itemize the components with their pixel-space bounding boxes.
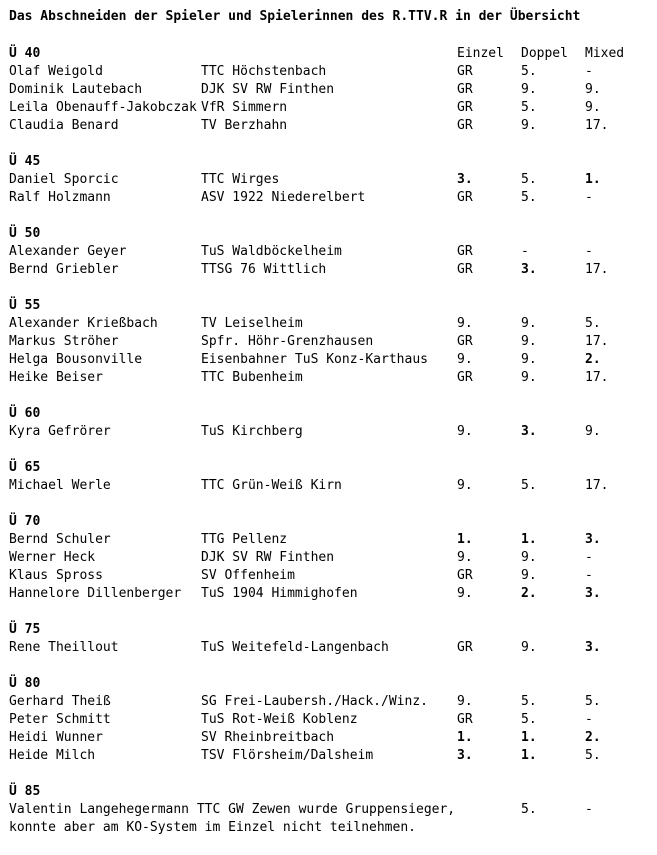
age-group-label: Ü 45: [9, 154, 41, 169]
player-name: Bernd Griebler: [9, 262, 119, 277]
result-doppel: 5.: [521, 100, 537, 115]
player-name: Ralf Holzmann: [9, 190, 111, 205]
player-name: Michael Werle: [9, 478, 111, 493]
result-mixed: 9.: [585, 100, 601, 115]
result-einzel: 9.: [457, 352, 473, 367]
player-name: Bernd Schuler: [9, 532, 111, 547]
age-group-header: [9, 297, 649, 315]
player-row: [9, 243, 649, 261]
result-einzel: 1.: [457, 730, 473, 745]
result-mixed: -: [585, 64, 593, 79]
result-mixed: -: [585, 568, 593, 583]
age-group-header: [9, 459, 649, 477]
player-name: Kyra Gefrörer: [9, 424, 111, 439]
player-club: TV Leiselheim: [201, 316, 303, 331]
age-group: [9, 153, 649, 207]
age-group: [9, 783, 649, 837]
player-club: TTG Pellenz: [201, 532, 288, 547]
player-club: TuS Kirchberg: [201, 424, 303, 439]
note-line-2: konnte aber am KO-System im Einzel nicht teilnehmen.: [9, 820, 416, 835]
result-doppel: 5.: [521, 172, 537, 187]
note-line-1: Valentin Langehegermann TTC GW Zewen wurde Gruppensieger,: [9, 802, 456, 817]
age-group: [9, 621, 649, 657]
result-einzel: GR: [457, 82, 473, 97]
age-group-header: [9, 513, 649, 531]
player-club: VfR Simmern: [201, 100, 288, 115]
player-name: Daniel Sporcic: [9, 172, 119, 187]
age-group-header: [9, 405, 649, 423]
player-name: Olaf Weigold: [9, 64, 103, 79]
age-group: [9, 297, 649, 387]
result-doppel: 9.: [521, 118, 537, 133]
result-einzel: GR: [457, 568, 473, 583]
result-doppel: 5.: [521, 802, 537, 817]
age-group-header: [9, 783, 649, 801]
result-mixed: -: [585, 550, 593, 565]
result-einzel: 9.: [457, 550, 473, 565]
player-club: DJK SV RW Finthen: [201, 550, 335, 565]
player-name: Markus Ströher: [9, 334, 119, 349]
result-mixed: 5.: [585, 316, 601, 331]
result-mixed: -: [585, 190, 593, 205]
player-row: [9, 81, 649, 99]
player-row: [9, 585, 649, 603]
result-mixed: 17.: [585, 262, 609, 277]
player-name: Claudia Benard: [9, 118, 119, 133]
result-mixed: 17.: [585, 334, 609, 349]
player-row: [9, 711, 649, 729]
player-name: Heike Beiser: [9, 370, 103, 385]
player-row: [9, 189, 649, 207]
result-doppel: 9.: [521, 316, 537, 331]
player-club: SV Rheinbreitbach: [201, 730, 335, 745]
player-row: [9, 747, 649, 765]
player-name: Leila Obenauff-Jakobczak: [9, 100, 197, 115]
player-club: TTC Höchstenbach: [201, 64, 327, 79]
player-club: TuS Rot-Weiß Koblenz: [201, 712, 358, 727]
result-mixed: 5.: [585, 748, 601, 763]
result-einzel: 9.: [457, 586, 473, 601]
player-row: [9, 333, 649, 351]
player-club: DJK SV RW Finthen: [201, 82, 335, 97]
player-name: Peter Schmitt: [9, 712, 111, 727]
player-club: TuS Waldböckelheim: [201, 244, 342, 259]
player-club: TuS 1904 Himmighofen: [201, 586, 358, 601]
player-club: SV Offenheim: [201, 568, 295, 583]
result-einzel: 9.: [457, 694, 473, 709]
result-mixed: 9.: [585, 424, 601, 439]
result-doppel: 3.: [521, 262, 537, 277]
result-mixed: 9.: [585, 82, 601, 97]
result-doppel: 5.: [521, 190, 537, 205]
result-doppel: 5.: [521, 64, 537, 79]
age-group-label: Ü 60: [9, 406, 41, 421]
player-club: SG Frei-Laubersh./Hack./Winz.: [201, 694, 428, 709]
player-row: [9, 477, 649, 495]
player-row: [9, 315, 649, 333]
result-doppel: 1.: [521, 730, 537, 745]
age-group-header: [9, 675, 649, 693]
age-groups: [9, 45, 649, 855]
result-mixed: 3.: [585, 532, 601, 547]
result-einzel: GR: [457, 100, 473, 115]
player-club: Eisenbahner TuS Konz-Karthaus: [201, 352, 428, 367]
result-einzel: 9.: [457, 478, 473, 493]
result-einzel: 3.: [457, 748, 473, 763]
player-row: [9, 63, 649, 81]
result-einzel: GR: [457, 334, 473, 349]
player-name: Rene Theillout: [9, 640, 119, 655]
player-name: Gerhard Theiß: [9, 694, 111, 709]
result-mixed: 17.: [585, 370, 609, 385]
age-group-header: [9, 153, 649, 171]
age-group: [9, 45, 649, 135]
result-einzel: GR: [457, 64, 473, 79]
result-mixed: -: [585, 244, 593, 259]
note-block: [9, 801, 649, 837]
result-doppel: 9.: [521, 640, 537, 655]
result-einzel: GR: [457, 244, 473, 259]
age-group-label: Ü 50: [9, 226, 41, 241]
result-einzel: GR: [457, 118, 473, 133]
age-group: [9, 459, 649, 495]
result-mixed: -: [585, 802, 593, 817]
player-row: [9, 729, 649, 747]
player-row: [9, 99, 649, 117]
player-name: Hannelore Dillenberger: [9, 586, 182, 601]
result-einzel: GR: [457, 640, 473, 655]
player-row: [9, 531, 649, 549]
player-club: TTSG 76 Wittlich: [201, 262, 327, 277]
player-name: Dominik Lautebach: [9, 82, 143, 97]
result-einzel: 3.: [457, 172, 473, 187]
player-club: TuS Weitefeld-Langenbach: [201, 640, 389, 655]
result-mixed: 3.: [585, 586, 601, 601]
player-row: [9, 639, 649, 657]
player-name: Werner Heck: [9, 550, 96, 565]
player-name: Helga Bousonville: [9, 352, 143, 367]
result-einzel: GR: [457, 712, 473, 727]
result-doppel: 1.: [521, 748, 537, 763]
player-name: Heidi Wunner: [9, 730, 103, 745]
age-group-label: Ü 55: [9, 298, 41, 313]
result-doppel: 9.: [521, 550, 537, 565]
result-doppel: 5.: [521, 712, 537, 727]
result-doppel: 5.: [521, 478, 537, 493]
result-doppel: 5.: [521, 694, 537, 709]
result-einzel: 1.: [457, 532, 473, 547]
player-club: TSV Flörsheim/Dalsheim: [201, 748, 374, 763]
age-group-label: Ü 40: [9, 46, 41, 61]
result-doppel: 3.: [521, 424, 537, 439]
player-row: [9, 171, 649, 189]
player-row: [9, 369, 649, 387]
age-group-label: Ü 85: [9, 784, 41, 799]
age-group: [9, 225, 649, 279]
age-group-header: [9, 225, 649, 243]
player-club: Spfr. Höhr-Grenzhausen: [201, 334, 374, 349]
age-group-header: [9, 45, 649, 63]
result-mixed: 17.: [585, 118, 609, 133]
player-club: ASV 1922 Niederelbert: [201, 190, 366, 205]
player-row: [9, 261, 649, 279]
player-row: [9, 117, 649, 135]
age-group: [9, 405, 649, 441]
result-mixed: -: [585, 712, 593, 727]
player-row: [9, 351, 649, 369]
result-einzel: GR: [457, 190, 473, 205]
player-name: Klaus Spross: [9, 568, 103, 583]
player-club: TTC Wirges: [201, 172, 280, 187]
page-title: Das Abschneiden der Spieler und Spielerinnen des R.TTV.R in der Übersicht: [9, 9, 581, 24]
age-group-label: Ü 65: [9, 460, 41, 475]
age-group-label: Ü 80: [9, 676, 41, 691]
column-header-doppel: Doppel: [521, 46, 568, 61]
result-einzel: 9.: [457, 424, 473, 439]
column-header-einzel: Einzel: [457, 46, 504, 61]
result-mixed: 5.: [585, 694, 601, 709]
result-mixed: 2.: [585, 352, 601, 367]
result-doppel: 9.: [521, 82, 537, 97]
player-name: Alexander Krießbach: [9, 316, 158, 331]
result-doppel: 9.: [521, 334, 537, 349]
player-row: [9, 567, 649, 585]
result-mixed: 2.: [585, 730, 601, 745]
result-doppel: 9.: [521, 352, 537, 367]
result-doppel: -: [521, 244, 529, 259]
player-row: [9, 549, 649, 567]
player-club: TTC Grün-Weiß Kirn: [201, 478, 342, 493]
result-mixed: 1.: [585, 172, 601, 187]
player-club: TV Berzhahn: [201, 118, 288, 133]
player-row: [9, 693, 649, 711]
result-doppel: 1.: [521, 532, 537, 547]
column-header-mixed: Mixed: [585, 46, 625, 61]
age-group-label: Ü 75: [9, 622, 41, 637]
result-doppel: 9.: [521, 370, 537, 385]
age-group-label: Ü 70: [9, 514, 41, 529]
result-doppel: 2.: [521, 586, 537, 601]
player-name: Heide Milch: [9, 748, 96, 763]
result-mixed: 3.: [585, 640, 601, 655]
player-row: [9, 423, 649, 441]
result-mixed: 17.: [585, 478, 609, 493]
age-group-header: [9, 621, 649, 639]
result-einzel: 9.: [457, 316, 473, 331]
player-name: Alexander Geyer: [9, 244, 127, 259]
player-club: TTC Bubenheim: [201, 370, 303, 385]
result-einzel: GR: [457, 370, 473, 385]
age-group: [9, 675, 649, 765]
result-einzel: GR: [457, 262, 473, 277]
result-doppel: 9.: [521, 568, 537, 583]
age-group: [9, 513, 649, 603]
